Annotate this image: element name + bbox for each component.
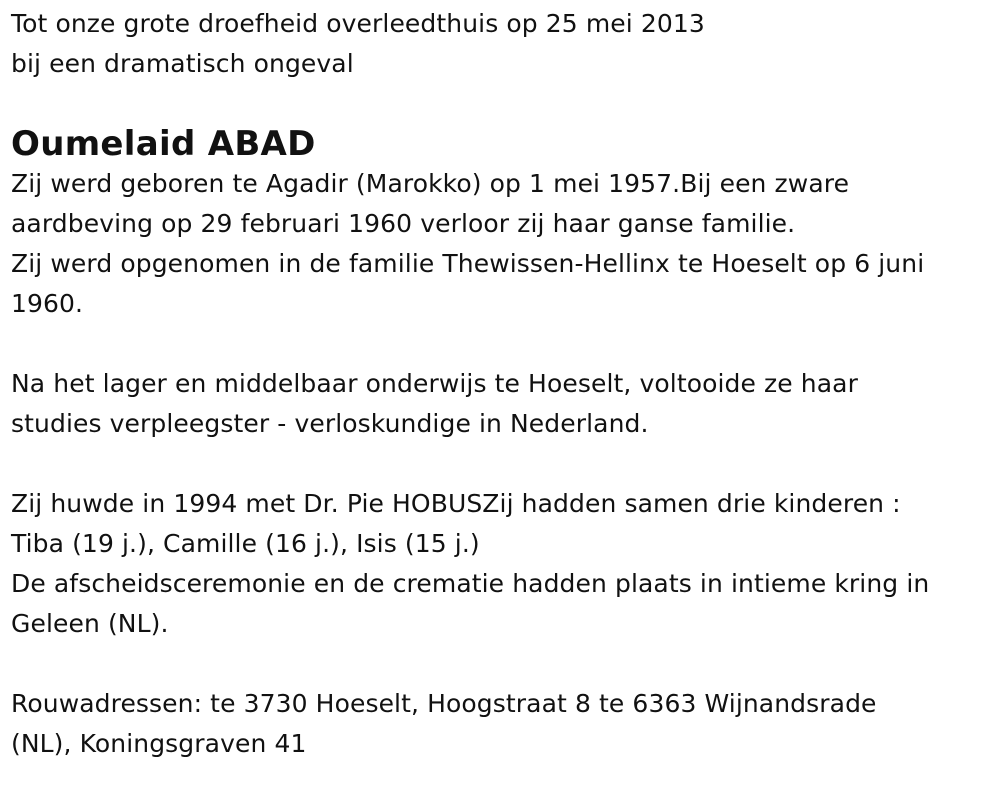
- text-line: Zij werd opgenomen in de familie Thewissen-Hellinx te Hoeselt op 6 juni: [11, 249, 925, 278]
- intro-line: bij een dramatisch ongeval: [11, 49, 354, 78]
- text-line: Zij huwde in 1994 met Dr. Pie HOBUSZij hadden samen drie kinderen :: [11, 489, 901, 518]
- biography-paragraph: [11, 164, 1000, 324]
- education-paragraph: [11, 364, 1000, 444]
- text-line: 1960.: [11, 289, 84, 318]
- family-paragraph: [11, 484, 1000, 644]
- text-line: studies verpleegster - verloskundige in Nederland.: [11, 409, 649, 438]
- mourning-address-paragraph: [11, 684, 1000, 764]
- text-line: Tiba (19 j.), Camille (16 j.), Isis (15 j.): [11, 529, 480, 558]
- text-line: Rouwadressen: te 3730 Hoeselt, Hoogstraat 8 te 6363 Wijnandsrade: [11, 689, 877, 718]
- text-line: Geleen (NL).: [11, 609, 169, 638]
- deceased-name: Oumelaid ABAD: [11, 124, 316, 164]
- text-line: De afscheidsceremonie en de crematie hadden plaats in intieme kring in: [11, 569, 930, 598]
- intro-line: Tot onze grote droefheid overleedthuis op 25 mei 2013: [11, 9, 705, 38]
- text-line: aardbeving op 29 februari 1960 verloor zij haar ganse familie.: [11, 209, 796, 238]
- text-line: Na het lager en middelbaar onderwijs te Hoeselt, voltooide ze haar: [11, 369, 858, 398]
- intro-text: [11, 4, 1000, 84]
- text-line: Zij werd geboren te Agadir (Marokko) op 1 mei 1957.Bij een zware: [11, 169, 850, 198]
- text-line: (NL), Koningsgraven 41: [11, 729, 307, 758]
